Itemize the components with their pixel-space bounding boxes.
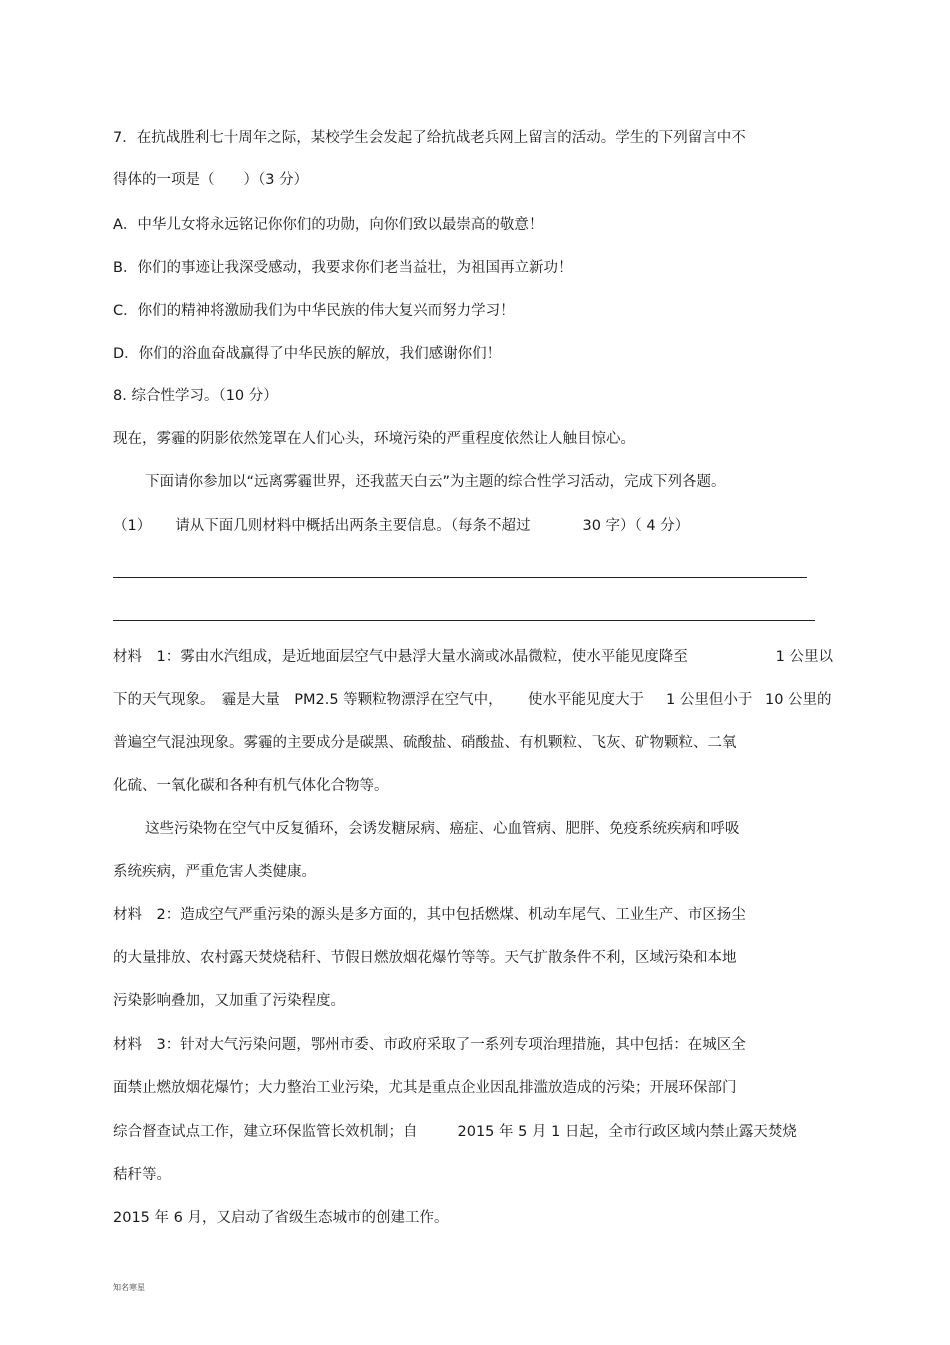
- q8-intro-line1: 现在，雾霾的阴影依然笼罩在人们心头，环境污染的严重程度依然让人触目惊心。: [113, 431, 635, 447]
- q7-option-a: A．中华儿女将永远铭记你你们的功勋，向你们致以最崇高的敬意！: [113, 217, 544, 233]
- material1-line2-part2: 使水平能见度大于: [528, 692, 644, 708]
- material3-line4: 秸秆等。: [113, 1167, 171, 1183]
- q8-sub1-number: （1）: [113, 518, 152, 534]
- material1-line5: 这些污染物在空气中反复循环，会诱发糖尿病、癌症、心血管病、肥胖、免疫系统疾病和呼吸: [145, 821, 740, 837]
- material1-line2-part1: 下的天气现象。 霾是大量 PM2.5 等颗粒物漂浮在空气中，: [113, 692, 503, 708]
- material1-line4: 化硫、一氧化碳和各种有机气体化合物等。: [113, 778, 389, 794]
- page-footer: 知名寒星: [113, 1283, 145, 1292]
- material1-line3: 普遍空气混浊现象。雾霾的主要成分是碳黑、硫酸盐、硝酸盐、有机颗粒、飞灰、矿物颗粒、二氧: [113, 735, 737, 751]
- q8-sub1-limit: 30 字）（ 4 分）: [582, 518, 690, 534]
- material1-line2: [113, 690, 833, 710]
- q7-option-c: C．你们的精神将激励我们为中华民族的伟大复兴而努力学习！: [113, 303, 515, 319]
- q8-sub1: [113, 516, 689, 536]
- material1-line1-text: 材料 1：雾由水汽组成，是近地面层空气中悬浮大量水滴或冰晶微粒，使水平能见度降至: [113, 649, 688, 665]
- material1-line2-part4: 10 公里的: [765, 692, 832, 708]
- q7-option-d: D．你们的浴血奋战赢得了中华民族的解放，我们感谢你们！: [113, 346, 502, 362]
- q7-stem-line1: 7．在抗战胜利七十周年之际，某校学生会发起了给抗战老兵网上留言的活动。学生的下列留言中不: [113, 130, 746, 146]
- material1-line1: [113, 647, 833, 667]
- material1-line2-part3: 1 公里但小于: [666, 692, 753, 708]
- material2-line3: 污染影响叠加，又加重了污染程度。: [113, 993, 345, 1009]
- material3-line2: 面禁止燃放烟花爆竹；大力整治工业污染，尤其是重点企业因乱排滥放造成的污染；开展环保部门: [113, 1080, 737, 1096]
- material3-line3-part2: 2015 年 5 月 1 日起，全市行政区域内禁止露天焚烧: [457, 1124, 797, 1140]
- q8-sub1-text: 请从下面几则材料中概括出两条主要信息。（每条不超过: [175, 518, 531, 534]
- q7-stem-line2: 得体的一项是（ ）（3 分）: [113, 172, 309, 188]
- q8-intro-line2: 下面请你参加以“远离雾霾世界，还我蓝天白云”为主题的综合性学习活动，完成下列各题。: [145, 474, 726, 490]
- q7-option-b: B．你们的事迹让我深受感动，我要求你们老当益壮，为祖国再立新功！: [113, 260, 573, 276]
- material3-line5: 2015 年 6 月，又启动了省级生态城市的创建工作。: [113, 1210, 449, 1226]
- q8-title: 8. 综合性学习。（10 分）: [113, 388, 278, 404]
- material1-line1-end: 1 公里以: [775, 649, 833, 665]
- material3-line1: 材料 3：针对大气污染问题，鄂州市委、市政府采取了一系列专项治理措施，其中包括：在城区全: [113, 1037, 746, 1053]
- material1-line6: 系统疾病，严重危害人类健康。: [113, 864, 316, 880]
- material2-line1: 材料 2：造成空气严重污染的源头是多方面的，其中包括燃煤、机动车尾气、工业生产、市区扬尘: [113, 907, 746, 923]
- material3-line3-part1: 综合督查试点工作，建立环保监管长效机制；自: [113, 1124, 418, 1140]
- material2-line2: 的大量排放、农村露天焚烧秸秆、节假日燃放烟花爆竹等等。天气扩散条件不利，区域污染和本地: [113, 950, 737, 966]
- answer-line-1[interactable]: [113, 577, 807, 578]
- material3-line3: [113, 1122, 797, 1142]
- answer-line-2[interactable]: [113, 620, 815, 621]
